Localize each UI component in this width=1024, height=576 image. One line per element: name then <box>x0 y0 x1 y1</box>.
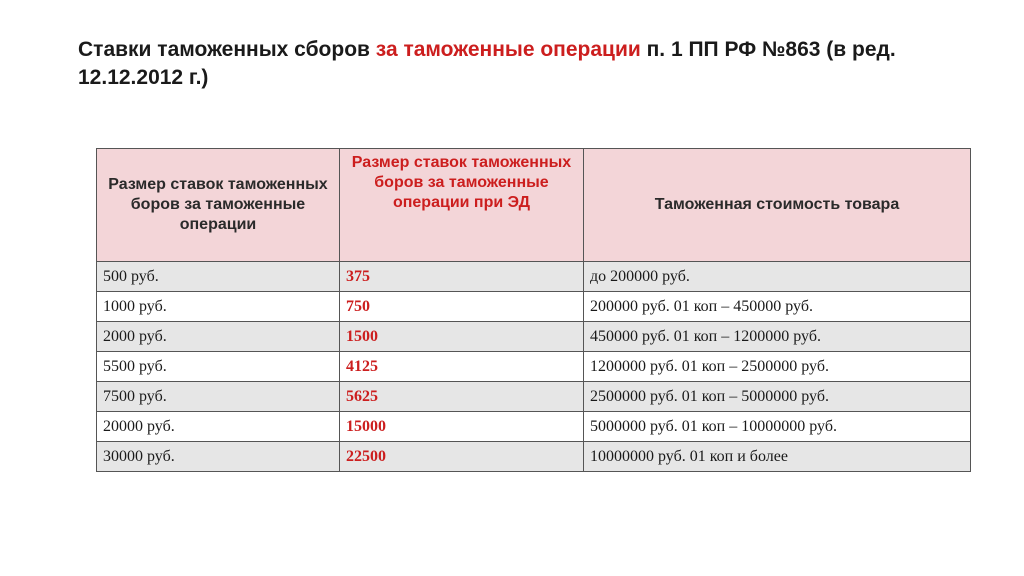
customs-value-cell: 1200000 руб. 01 коп – 2500000 руб. <box>584 352 971 382</box>
customs-value-cell: 2500000 руб. 01 коп – 5000000 руб. <box>584 382 971 412</box>
rate-cell: 20000 руб. <box>97 412 340 442</box>
customs-value-cell: 200000 руб. 01 коп – 450000 руб. <box>584 292 971 322</box>
rate-cell: 7500 руб. <box>97 382 340 412</box>
header-customs-value: Таможенная стоимость товара <box>584 149 971 262</box>
rate-ed-cell: 750 <box>340 292 584 322</box>
rate-cell: 1000 руб. <box>97 292 340 322</box>
header-rate-ed: Размер ставок таможенных боров за таможенные операции при ЭД <box>340 149 584 262</box>
customs-value-cell: 450000 руб. 01 коп – 1200000 руб. <box>584 322 971 352</box>
rate-ed-cell: 1500 <box>340 322 584 352</box>
rates-table <box>96 148 971 472</box>
table-header-row <box>97 149 971 262</box>
slide-title <box>78 36 978 92</box>
customs-value-cell: до 200000 руб. <box>584 262 971 292</box>
title-highlight: за таможенные операции <box>375 38 641 61</box>
table-row <box>97 412 971 442</box>
rate-cell: 5500 руб. <box>97 352 340 382</box>
table-row <box>97 352 971 382</box>
rate-cell: 500 руб. <box>97 262 340 292</box>
table-row <box>97 322 971 352</box>
table-row <box>97 382 971 412</box>
title-part-1: Ставки таможенных сборов <box>78 38 376 61</box>
table-row <box>97 262 971 292</box>
rate-ed-cell: 5625 <box>340 382 584 412</box>
rate-cell: 30000 руб. <box>97 442 340 472</box>
table-row <box>97 442 971 472</box>
header-rate: Размер ставок таможенных боров за таможенные операции <box>97 149 340 262</box>
rate-ed-cell: 375 <box>340 262 584 292</box>
rates-table-container <box>96 148 970 472</box>
table-row <box>97 292 971 322</box>
customs-value-cell: 5000000 руб. 01 коп – 10000000 руб. <box>584 412 971 442</box>
customs-value-cell: 10000000 руб. 01 коп и более <box>584 442 971 472</box>
rate-ed-cell: 22500 <box>340 442 584 472</box>
rate-cell: 2000 руб. <box>97 322 340 352</box>
rate-ed-cell: 15000 <box>340 412 584 442</box>
rate-ed-cell: 4125 <box>340 352 584 382</box>
title-part-3: п. 1 ПП РФ №863 (в ред. 12.12.2012 г.) <box>78 38 896 89</box>
